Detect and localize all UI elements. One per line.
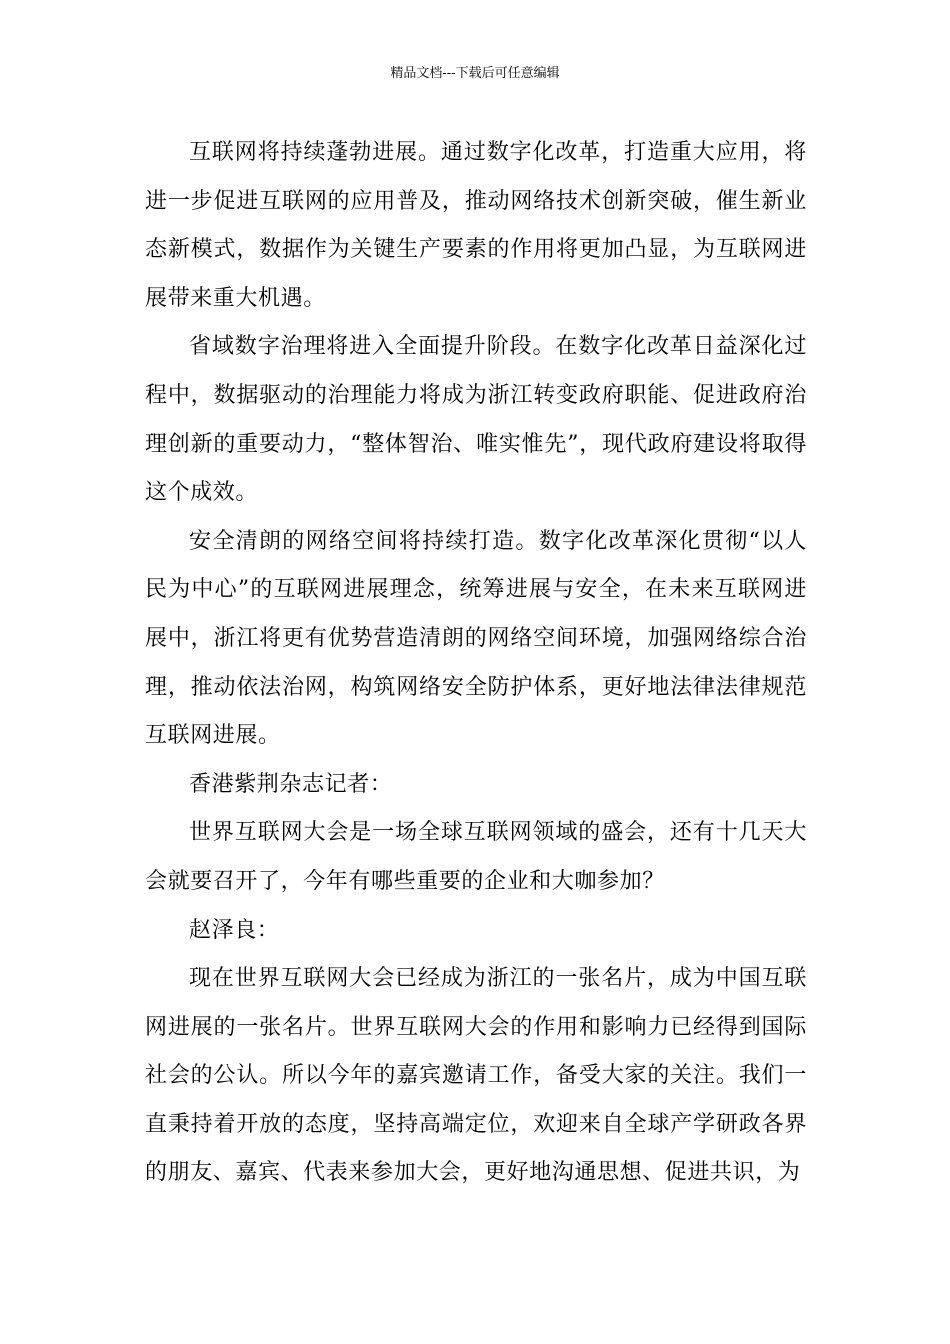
paragraph-digital-governance: 省域数字治理将进入全面提升阶段。在数字化改革日益深化过程中，数据驱动的治理能力将成为浙江转变政府职能、促进政府治理创新的重要动力，“整体智治、唯实惟先”，现代政府建设将取得这个成效。 — [145, 334, 807, 506]
paragraph-cyberspace-security: 安全清朗的网络空间将持续打造。数字化改革深化贯彻“以人民为中心”的互联网进展理念，统筹进展与安全，在未来互联网进展中，浙江将更有优势营造清朗的网络空间环境，加强网络综合治理，推动依法治网，构筑网络安全防护体系，更好地法律法律规范互联网进展。 — [145, 528, 807, 749]
paragraph-question: 世界互联网大会是一场全球互联网领域的盛会，还有十几天大会就要召开了，今年有哪些重要的企业和大咖参加？ — [145, 820, 807, 894]
paragraph-answer: 现在世界互联网大会已经成为浙江的一张名片，成为中国互联网进展的一张名片。世界互联网大会的作用和影响力已经得到国际社会的公认。所以今年的嘉宾邀请工作，备受大家的关注。我们一直秉持着开放的态度，坚持高端定位，欢迎来自全球产学研政各界的朋友、嘉宾、代表来参加大会，更好地沟通思想、促进共识，为 — [145, 966, 807, 1186]
paragraph-internet-development: 互联网将持续蓬勃进展。通过数字化改革，打造重大应用，将进一步促进互联网的应用普及，推动网络技术创新突破，催生新业态新模式，数据作为关键生产要素的作用将更加凸显，为互联网进展带来重大机遇。 — [145, 140, 807, 311]
speaker-label-zhao: 赵泽良： — [189, 917, 280, 943]
document-body — [145, 129, 807, 1198]
speaker-label-reporter: 香港紫荆杂志记者： — [189, 771, 393, 797]
page-header: 精品文档---下载后可任意编辑 — [390, 66, 560, 81]
